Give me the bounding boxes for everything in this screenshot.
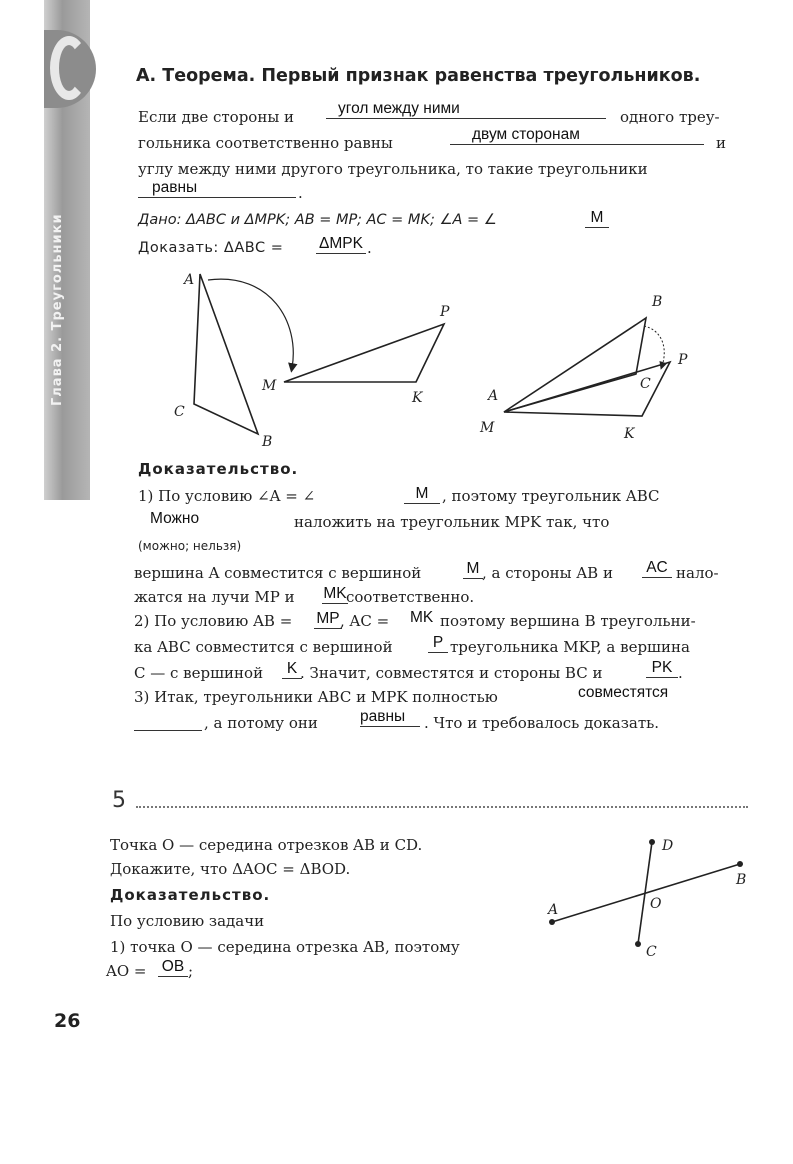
blank-two-sides: двум сторонам [450, 126, 704, 145]
step-3-underline [134, 730, 202, 731]
triangle-abc-moved [504, 318, 646, 412]
task-5-line-5: AO = [106, 962, 147, 980]
section-5-dotted-rule [136, 806, 748, 808]
label-k: K [412, 390, 423, 406]
label-m-right: M [480, 420, 495, 436]
step-1-side-blank: AC [642, 559, 672, 578]
task-5-line-4: 1) точка O — середина отрезка AB, поэтому [110, 938, 460, 956]
step-1-overlay: наложить на треугольник MPK так, что [294, 513, 610, 531]
label-b: B [262, 434, 273, 450]
label-p: P [440, 304, 450, 320]
task-5-line-2: Докажите, что ΔAOC = ΔBOD. [110, 860, 351, 878]
step-3-equal-blank: равны [360, 708, 420, 727]
label-a: A [184, 272, 195, 288]
step-2-start: 2) По условию AB = [134, 612, 293, 630]
page-number: 26 [54, 1010, 81, 1032]
triangle-abc [194, 274, 258, 434]
point-c [635, 941, 641, 947]
given-angle-blank: M [585, 209, 609, 228]
step-2-k-blank: K [282, 660, 302, 679]
point-d [649, 839, 655, 845]
step-2-mk-blank: MK [410, 609, 434, 626]
step-1-angle-blank: M [404, 485, 440, 504]
triangles-figure [160, 262, 720, 452]
step-2-vertex-b: поэтому вершина B треугольни- [440, 612, 696, 630]
label-a-right: A [488, 388, 499, 404]
label-d-5: D [662, 838, 674, 854]
step-3-coincide-blank: совместятся [578, 684, 669, 701]
step-3-qed: . Что и требовалось доказать. [424, 714, 660, 732]
task-5-ob-blank: OB [158, 958, 188, 977]
line-1-end: одного треу- [620, 108, 720, 126]
step-1-start: 1) По условию ∠A = ∠ [138, 487, 316, 505]
step-1-hint: (можно; нельзя) [138, 539, 242, 553]
prove-text: Доказать: ΔABC = [138, 240, 284, 256]
step-3-therefore: , а потому они [204, 714, 318, 732]
label-c-right: C [640, 376, 651, 392]
step-2-p-blank: P [428, 634, 448, 653]
overlay-arrow [644, 326, 664, 366]
point-a [549, 919, 555, 925]
line-4-end: . [298, 184, 303, 202]
segments-figure [536, 830, 766, 960]
step-2-ac: , AC = [340, 612, 390, 630]
blank-included-angle: угол между ними [326, 100, 606, 119]
step-1-rays: жатся на лучи MP и [134, 588, 295, 606]
step-2-end: . [678, 664, 683, 682]
point-b [737, 861, 743, 867]
task-5-line-3: По условию задачи [110, 912, 265, 930]
triangle-mpk [284, 324, 444, 382]
rotation-arrow [208, 279, 293, 368]
step-2-line-2-end: треугольника MKP, а вершина [450, 638, 690, 656]
line-2-end: и [716, 134, 726, 152]
step-1-cont: , поэтому треугольник ABC [442, 487, 660, 505]
step-1-can-blank: Можно [150, 510, 200, 527]
step-3-start: 3) Итак, треугольники ABC и MPK полностью [134, 688, 498, 706]
step-1-sides: , а стороны AB и [482, 564, 613, 582]
label-o-5: O [650, 896, 662, 912]
step-1-nalo: нало- [676, 564, 719, 582]
step-2-line-2: ка ABC совместится с вершиной [134, 638, 393, 656]
given-text: Дано: ΔABC и ΔMPK; AB = MP; AC = MK; ∠A = ∠ [138, 212, 497, 228]
label-m: M [262, 378, 277, 394]
prove-end: . [367, 239, 372, 257]
label-c-5: C [646, 944, 657, 960]
step-1-vertex: вершина A совместится с вершиной [134, 564, 422, 582]
step-1-vertex-blank: M [463, 560, 483, 579]
label-b-5: B [736, 872, 747, 888]
blank-equal: равны [138, 179, 296, 198]
chapter-badge-c-icon [50, 36, 88, 100]
line-1-start: Если две стороны и [138, 108, 295, 126]
chapter-label: Глава 2. Треугольники [50, 213, 65, 407]
proof-heading: Доказательство. [138, 460, 299, 478]
step-2-mp-blank: MP [314, 610, 342, 629]
task-5-line-1: Точка O — середина отрезков AB и CD. [110, 836, 423, 854]
segment-cd [638, 842, 652, 944]
step-1-ray-blank: MK [323, 585, 347, 602]
label-a-5: A [548, 902, 559, 918]
segment-ab [552, 864, 740, 922]
prove-blank: ΔMPK [316, 235, 366, 254]
task-5-line-5-end: ; [188, 962, 194, 980]
step-2-line-3: C — с вершиной [134, 664, 264, 682]
section-a-title: А. Теорема. Первый признак равенства треугольников. [136, 66, 701, 86]
label-p-right: P [678, 352, 688, 368]
step-2-sides: . Значит, совместятся и стороны BC и [300, 664, 603, 682]
line-3: углу между ними другого треугольника, то такие треугольники [138, 160, 648, 178]
label-k-right: K [624, 426, 635, 442]
step-1-respectively: соответственно. [346, 588, 475, 606]
step-2-pk-blank: PK [646, 659, 678, 678]
line-2-start: гольника соответственно равны [138, 134, 393, 152]
task-5-proof-heading: Доказательство. [110, 886, 271, 904]
section-5-number: 5 [112, 788, 126, 813]
label-b-right: B [652, 294, 663, 310]
label-c: C [174, 404, 185, 420]
